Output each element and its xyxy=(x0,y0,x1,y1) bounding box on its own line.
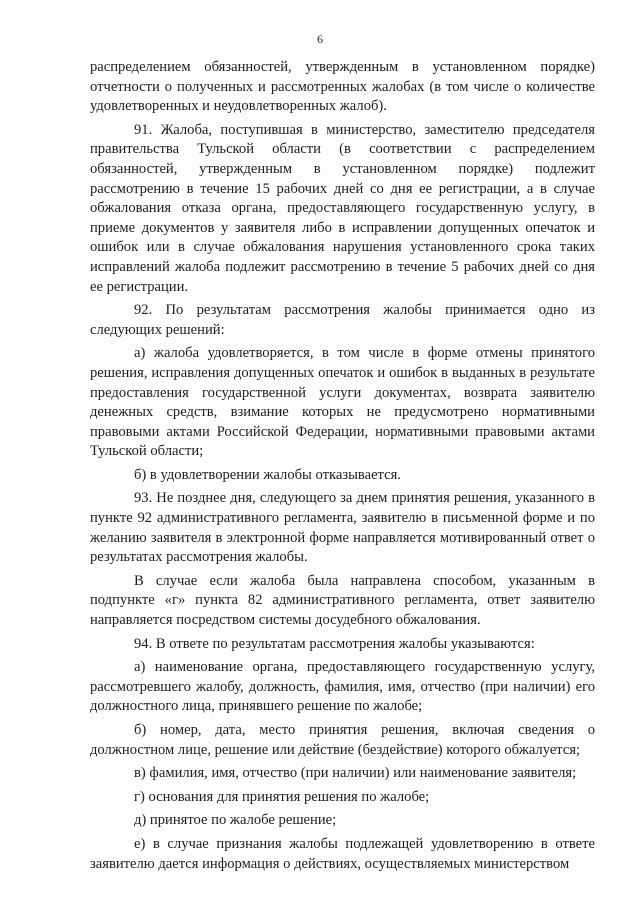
paragraph-continuation: распределением обязанностей, утвержденным в установленном порядке) отчетности о полученных и рассмотренных жалобах (в том числе о количестве удовлетворенных и неудовлетворенных жалоб). xyxy=(90,59,595,115)
paragraph-94-f: е) в случае признания жалобы подлежащей удовлетворению в ответе заявителю дается информация о действиях, осуществляемых министерством xyxy=(90,835,595,872)
paragraph-93: 93. Не позднее дня, следующего за днем принятия решения, указанного в пункте 92 административного регламента, заявителю в письменной форме и по желанию заявителя в электронной форме направляется мотивированный ответ о результатах рассмотрения жалобы. xyxy=(90,490,595,566)
paragraph-93-note: В случае если жалоба была направлена способом, указанным в подпункте «г» пункта 82 административного регламента, ответ заявителю направляется посредством системы досудебного обжалования. xyxy=(90,572,595,629)
paragraph-94: 94. В ответе по результатам рассмотрения жалобы указываются: xyxy=(134,635,535,652)
paragraph-91: 91. Жалоба, поступившая в министерство, заместителю председателя правительства Тульской области (в соответствии с распределением обязанностей, утвержденным в установленном порядке) подлежит рассмотрению в течение 15 рабочих дней со дня ее регистрации, а в случае обжалования отказа органа, предоставляющего государственную услугу, в приеме документов у заявителя либо в исправлении допущенных опечаток и ошибок или в случае обжалования нарушения установленного срока таких исправлений жалоба подлежит рассмотрению в течение 5 рабочих дней со дня ее регистрации. xyxy=(90,121,595,295)
paragraph-92: 92. По результатам рассмотрения жалобы принимается одно из следующих решений: xyxy=(90,302,595,338)
paragraph-94-e: д) принятое по жалобе решение; xyxy=(134,812,337,829)
paragraph-94-c: в) фамилия, имя, отчество (при наличии) или наименование заявителя; xyxy=(134,765,577,782)
page-number: 6 xyxy=(317,32,323,46)
paragraph-92-a: а) жалоба удовлетворяется, в том числе в форме отмены принятого решения, исправления допущенных опечаток и ошибок в выданных в результате предоставления государственной услуги документах, возврата заявителю денежных средств, взимание которых не предусмотрено нормативными правовыми актами Российской Федерации, нормативными правовыми актами Тульской области; xyxy=(90,345,595,460)
document-body xyxy=(90,58,595,874)
paragraph-94-a: а) наименование органа, предоставляющего государственную услугу, рассмотревшего жалобу, должность, фамилия, имя, отчество (при наличии) его должностного лица, принявшего решение по жалобе; xyxy=(90,659,595,715)
paragraph-94-b: б) номер, дата, место принятия решения, включая сведения о должностном лице, решение или действие (бездействие) которого обжалуется; xyxy=(90,722,595,758)
paragraph-94-d: г) основания для принятия решения по жалобе; xyxy=(134,788,430,805)
paragraph-92-b: б) в удовлетворении жалобы отказывается. xyxy=(134,466,401,483)
